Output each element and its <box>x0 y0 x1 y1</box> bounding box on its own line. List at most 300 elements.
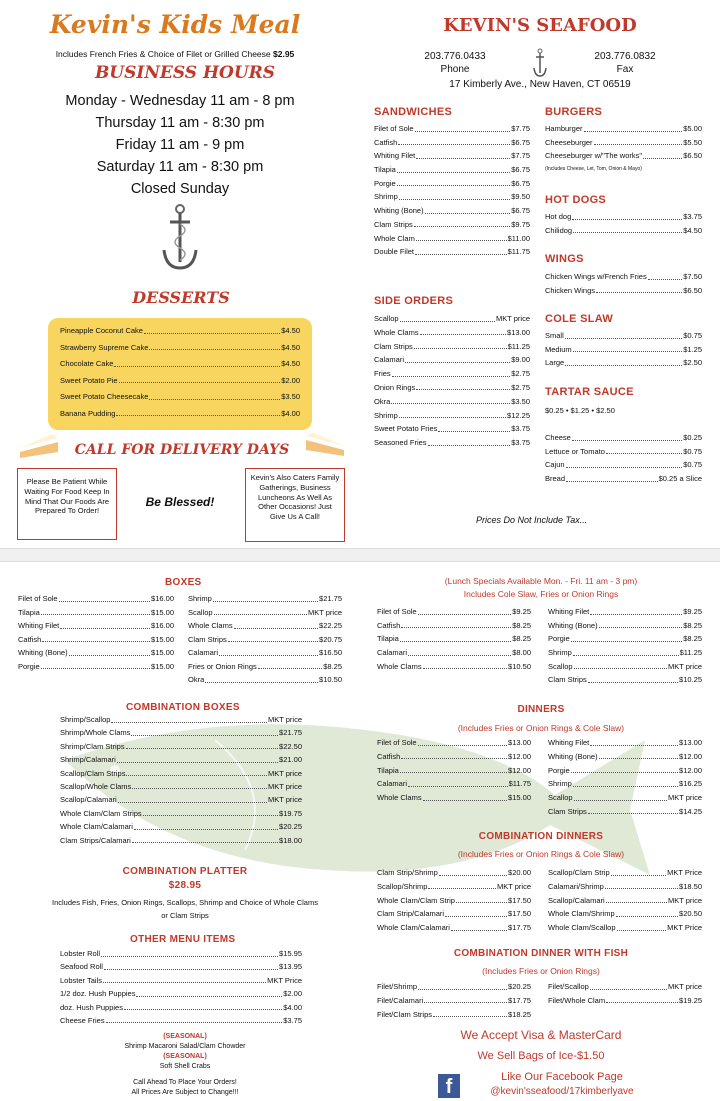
item-name: Shrimp <box>374 192 398 202</box>
item-name: Scallop <box>548 661 573 671</box>
business-hours-list <box>0 90 360 200</box>
menu-item <box>377 794 531 802</box>
dot-leader <box>134 829 278 830</box>
menu-item <box>548 883 702 891</box>
item-name: Whole Clams <box>377 661 422 671</box>
item-price: $13.00 <box>507 327 530 337</box>
dot-leader <box>574 668 667 669</box>
item-name: Scallop <box>188 607 213 617</box>
dot-leader <box>445 916 507 917</box>
menu-item <box>60 783 302 791</box>
item-name: Whiting (Bone) <box>374 206 424 216</box>
tartar-title: TARTAR SAUCE <box>545 386 634 398</box>
dot-leader <box>420 334 506 335</box>
menu-item <box>377 883 531 891</box>
dot-leader <box>643 158 682 159</box>
tartar-prices: $0.25 • $1.25 • $2.50 <box>545 406 615 415</box>
item-price: $18.25 <box>508 1009 531 1019</box>
combo-dinners-right-list <box>548 869 702 932</box>
item-name: Scallop/Clam Strip <box>548 868 610 877</box>
item-price: $15.00 <box>151 648 174 657</box>
hotdogs-title: HOT DOGS <box>545 194 607 206</box>
item-price: $21.75 <box>319 594 342 603</box>
item-price: $22.50 <box>279 741 302 751</box>
item-price: $12.00 <box>679 751 702 761</box>
item-price: $6.75 <box>511 165 530 175</box>
item-price: $9.75 <box>511 219 530 229</box>
dot-leader <box>258 668 322 669</box>
dot-leader <box>572 440 682 441</box>
item-price: $6.50 <box>683 285 702 295</box>
item-price: MKT price <box>495 314 530 323</box>
item-name: Shrimp/Calamari <box>60 755 116 765</box>
item-name: Whiting Filet <box>548 738 590 747</box>
item-price: $15.95 <box>279 949 302 958</box>
call-ahead-text: Call Ahead To Place Your Orders! <box>133 1078 237 1086</box>
item-price: $20.75 <box>319 634 342 644</box>
dot-leader <box>573 655 679 656</box>
dot-leader <box>234 628 318 629</box>
dot-leader <box>571 641 683 642</box>
item-name: Calamari <box>377 648 408 658</box>
dot-leader <box>425 213 511 214</box>
menu-item <box>548 649 702 657</box>
anchor-icon <box>160 202 200 274</box>
item-price: $7.50 <box>683 272 702 281</box>
item-price: $7.75 <box>511 124 530 133</box>
dot-leader <box>418 745 507 746</box>
menu-item <box>60 823 302 831</box>
dot-leader <box>590 614 682 615</box>
menu-item <box>18 663 174 671</box>
tax-note: Prices Do Not Include Tax... <box>476 515 588 525</box>
menu-item <box>374 384 530 392</box>
dot-leader <box>611 875 666 876</box>
dot-leader <box>106 1022 283 1023</box>
menu-item <box>374 193 530 201</box>
dot-leader <box>219 655 318 656</box>
hours-line: Thursday 11 am - 8:30 pm <box>95 115 265 131</box>
dot-leader <box>392 376 511 377</box>
other-items-list <box>60 950 302 1024</box>
item-name: Shrimp <box>548 648 572 658</box>
dot-leader <box>149 399 280 400</box>
dot-leader <box>104 969 278 970</box>
dot-leader <box>573 232 682 233</box>
item-price: $9.00 <box>511 355 530 365</box>
menu-item <box>60 770 302 778</box>
combo-fish-title: COMBINATION DINNER WITH FISH <box>453 948 629 959</box>
item-price: $0.75 <box>683 446 702 456</box>
item-name: Scallop <box>374 314 399 323</box>
dinners-subtitle: (Includes Fries or Onion Rings & Cole Slaw) <box>457 723 625 733</box>
dot-leader <box>400 321 495 322</box>
menu-item <box>374 235 530 243</box>
dot-leader <box>599 627 683 628</box>
menu-item <box>548 676 702 684</box>
item-price: $4.50 <box>281 342 300 352</box>
item-name: Medium <box>545 344 572 354</box>
dot-leader <box>144 333 280 334</box>
item-name: Whole Clam/Clam Strip <box>377 895 455 905</box>
item-price: $6.50 <box>683 151 702 161</box>
item-price: $0.75 <box>683 460 702 470</box>
item-name: Clam Strips/Calamari <box>60 835 131 845</box>
dot-leader <box>399 417 506 418</box>
dot-leader <box>405 362 510 363</box>
item-price: $2.00 <box>283 989 302 999</box>
item-name: Whiting Filet <box>18 621 60 630</box>
burgers-note: (Includes Cheese, Let, Tom, Onion & Mayo) <box>545 166 642 173</box>
boxes-left-list <box>18 595 174 670</box>
item-name: Shrimp/Whole Clams <box>60 728 131 738</box>
dot-leader <box>213 601 318 602</box>
dot-leader <box>416 158 510 159</box>
menu-item <box>374 221 530 229</box>
dot-leader <box>41 668 150 669</box>
address: 17 Kimberly Ave., New Haven, CT 06519 <box>449 79 631 90</box>
menu-item <box>188 676 342 684</box>
dot-leader <box>423 668 507 669</box>
item-price: $20.25 <box>279 822 302 832</box>
item-name: Strawberry Supreme Cake <box>60 342 149 352</box>
item-price: $1.25 <box>683 344 702 354</box>
ice-text: We Sell Bags of Ice-$1.50 <box>477 1050 605 1062</box>
item-name: Filet/Calamari <box>377 995 424 1005</box>
item-name: Large <box>545 358 565 368</box>
item-name: Shrimp <box>188 594 212 603</box>
menu-item <box>374 248 530 256</box>
cake-slice-icon <box>304 428 346 458</box>
menu-item <box>188 595 342 603</box>
item-price: $8.25 <box>683 620 702 630</box>
item-price: $17.50 <box>508 895 531 905</box>
item-name: Lobster Tails <box>60 975 102 985</box>
item-name: Calamari <box>377 779 408 789</box>
item-name: Tilapia <box>377 634 399 644</box>
dot-leader <box>584 131 683 132</box>
item-price: $3.75 <box>511 438 530 448</box>
item-price: $15.00 <box>151 607 174 617</box>
dot-leader <box>428 445 511 446</box>
dot-leader <box>605 888 678 889</box>
item-name: Scallop/Clam Strips <box>60 768 126 778</box>
item-name: Porgie <box>548 765 570 775</box>
dot-leader <box>606 902 667 903</box>
item-name: Sweet Potato Cheesecake <box>60 392 149 401</box>
item-name: Clam Strips <box>374 219 413 229</box>
item-price: $21.00 <box>279 755 302 765</box>
item-name: Clam Strips <box>188 634 227 644</box>
item-name: Clam Strip/Calamari <box>377 909 445 919</box>
seasonal-item: Shrimp Macaroni Salad/Clam Chowder <box>124 1043 246 1051</box>
desserts-panel <box>48 318 312 430</box>
extras-list <box>545 434 702 483</box>
menu-item <box>377 622 531 630</box>
item-price: $12.25 <box>507 410 530 420</box>
seasonal-item: Soft Shell Crabs <box>159 1063 211 1071</box>
menu-item <box>374 412 530 420</box>
item-price: $17.75 <box>508 923 531 933</box>
item-price: $10.50 <box>508 661 531 671</box>
menu-item <box>548 739 702 747</box>
dot-leader <box>131 735 278 736</box>
dot-leader <box>228 641 318 642</box>
dot-leader <box>574 800 667 801</box>
item-price: $17.75 <box>508 995 531 1005</box>
dot-leader <box>205 682 318 683</box>
burgers-title: BURGERS <box>545 106 603 118</box>
item-price: $4.50 <box>281 359 300 368</box>
combo-fish-left-list <box>377 983 531 1018</box>
item-name: Porgie <box>548 634 570 644</box>
combo-boxes-list <box>60 716 302 844</box>
item-price: $8.25 <box>683 634 702 644</box>
item-price: $16.50 <box>319 648 342 657</box>
item-price: $15.00 <box>151 661 174 671</box>
item-name: Small <box>545 331 564 340</box>
item-price: $11.00 <box>507 233 530 243</box>
boxes-right-list <box>188 595 342 684</box>
dot-leader <box>136 996 282 997</box>
item-name: doz. Hush Puppies <box>60 1002 123 1012</box>
kids-meal-desc: Includes French Fries & Choice of Filet or Grilled Cheese <box>55 49 271 59</box>
item-price: $4.50 <box>683 225 702 235</box>
item-name: Chicken Wings w/French Fries <box>545 272 647 281</box>
menu-item <box>545 448 702 456</box>
dot-leader <box>428 888 496 889</box>
item-name: Porgie <box>374 178 396 188</box>
item-name: Banana Pudding <box>60 408 116 418</box>
dot-leader <box>415 131 511 132</box>
menu-item <box>60 990 302 998</box>
menu-item <box>545 434 702 442</box>
item-price: $3.75 <box>283 1015 302 1025</box>
menu-item <box>545 227 702 235</box>
item-price: $18.00 <box>279 835 302 845</box>
dot-leader <box>132 842 278 843</box>
item-name: Seafood Roll <box>60 962 103 972</box>
dot-leader <box>400 772 507 773</box>
item-name: Scallop/Shrimp <box>377 881 428 891</box>
item-price: $8.00 <box>512 648 531 658</box>
menu-item <box>548 983 702 991</box>
dot-leader <box>214 614 307 615</box>
item-price: $5.00 <box>683 124 702 133</box>
combo-dinners-subtitle: (Includes Fries or Onion Rings & Cole Slaw) <box>457 849 625 859</box>
item-name: Whiting Filet <box>374 151 416 161</box>
item-price: $8.25 <box>323 661 342 671</box>
lunch-right-list <box>548 608 702 684</box>
menu-item <box>374 180 530 188</box>
item-price: $0.25 a Slice <box>658 474 702 484</box>
dinners-left-list <box>377 739 531 802</box>
menu-item <box>60 810 302 818</box>
menu-item <box>548 997 702 1005</box>
item-name: Pineapple Coconut Cake <box>60 326 143 335</box>
dot-leader <box>648 279 683 280</box>
facebook-like-text: Like Our Facebook Page <box>501 1071 623 1083</box>
item-price: MKT price <box>667 661 702 671</box>
dot-leader <box>397 172 510 173</box>
dot-leader <box>415 254 507 255</box>
menu-item <box>374 125 530 133</box>
dot-leader <box>599 758 678 759</box>
menu-item <box>60 756 302 764</box>
item-name: Sweet Potato Fries <box>374 424 438 434</box>
item-name: 1/2 doz. Hush Puppies <box>60 989 136 999</box>
menu-item <box>60 729 302 737</box>
item-price: $6.75 <box>511 206 530 216</box>
dot-leader <box>418 989 507 990</box>
cake-slice-icon <box>18 430 60 460</box>
dot-leader <box>565 338 682 339</box>
menu-item <box>377 649 531 657</box>
menu-item <box>60 1017 302 1025</box>
menu-item <box>188 663 342 671</box>
menu-item <box>60 796 302 804</box>
fax-label: Fax <box>616 64 634 75</box>
dot-leader <box>126 775 267 776</box>
hours-line: Monday - Wednesday 11 am - 8 pm <box>65 93 295 109</box>
seasonal-label: (SEASONAL) <box>163 1053 207 1061</box>
dot-leader <box>438 431 510 432</box>
menu-item <box>377 635 531 643</box>
menu-item <box>548 910 702 918</box>
be-blessed-text: Be Blessed! <box>145 495 215 509</box>
menu-item <box>548 608 702 616</box>
dessert-item <box>60 360 300 368</box>
prices-subject-text: All Prices Are Subject to Change!!! <box>131 1088 239 1096</box>
dot-leader <box>416 240 507 241</box>
coleslaw-title: COLE SLAW <box>545 313 614 325</box>
item-price: $11.75 <box>507 247 530 257</box>
item-price: MKT price <box>667 982 702 991</box>
sandwiches-title: SANDWICHES <box>374 106 453 118</box>
item-name: Tilapia <box>377 765 399 775</box>
menu-item <box>374 425 530 433</box>
item-name: Cheese <box>545 433 571 442</box>
item-name: Chicken Wings <box>545 285 596 295</box>
dot-leader <box>400 641 511 642</box>
item-name: Hamburger <box>545 124 583 133</box>
dot-leader <box>565 365 682 366</box>
item-price: $10.25 <box>679 675 702 685</box>
item-name: Okra <box>374 396 391 406</box>
menu-item <box>545 125 702 133</box>
item-name: Scallop/Whole Clams <box>60 781 132 791</box>
item-name: Lettuce or Tomato <box>545 446 605 456</box>
dot-leader <box>571 772 678 773</box>
item-name: Scallop/Calamari <box>548 895 605 905</box>
menu-item <box>60 716 302 724</box>
menu-item <box>545 359 702 367</box>
dot-leader <box>439 875 507 876</box>
item-price: $4.50 <box>281 326 300 335</box>
patient-note-box: Please Be Patient While Waiting For Food Keep In Mind That Our Foods Are Prepared To Order! <box>17 468 117 540</box>
item-price: $15.00 <box>508 793 531 803</box>
menu-item <box>545 346 702 354</box>
lunch-title: (Lunch Specials Available Mon. - Fri. 11 am - 3 pm) <box>444 576 638 586</box>
menu-item <box>377 739 531 747</box>
hotdogs-list <box>545 213 702 234</box>
item-name: Whole Clam/Calamari <box>60 822 133 832</box>
item-name: Filet/Whole Clam <box>548 995 606 1005</box>
dot-leader <box>423 800 507 801</box>
dot-leader <box>118 802 267 803</box>
item-price: $17.50 <box>508 909 531 919</box>
item-name: Whole Clam/Calamari <box>377 923 450 933</box>
menu-item <box>548 808 702 816</box>
dot-leader <box>572 219 682 220</box>
item-name: Calamari/Shrimp <box>548 881 604 891</box>
hours-line: Friday 11 am - 9 pm <box>115 137 245 153</box>
kids-meal-subtitle <box>0 49 350 59</box>
lunch-subtitle: Includes Cole Slaw, Fries or Onion Rings <box>463 589 619 599</box>
menu-item <box>548 869 702 877</box>
item-name: Scallop/Calamari <box>60 795 117 805</box>
kids-meal-title: Kevin's Kids Meal <box>49 10 301 39</box>
item-price: $12.00 <box>679 765 702 775</box>
item-price: $15.00 <box>151 634 174 644</box>
item-price: $0.75 <box>683 331 702 340</box>
menu-item <box>18 636 174 644</box>
dot-leader <box>126 748 278 749</box>
item-name: Whiting (Bone) <box>18 648 68 657</box>
item-price: MKT price <box>267 715 302 724</box>
menu-item <box>548 924 702 932</box>
dot-leader <box>433 1016 507 1017</box>
item-name: Whole Clam <box>374 233 415 243</box>
item-price: $20.25 <box>508 982 531 991</box>
menu-item <box>545 287 702 295</box>
item-name: Chilidog <box>545 225 573 235</box>
menu-item <box>548 635 702 643</box>
item-name: Calamari <box>188 648 219 657</box>
item-name: Okra <box>188 675 205 684</box>
menu-item <box>188 649 342 657</box>
restaurant-name: KEVIN'S SEAFOOD <box>443 15 637 36</box>
item-name: Filet of Sole <box>377 607 417 616</box>
item-name: Filet/Shrimp <box>377 982 418 991</box>
item-price: MKT price <box>496 881 531 891</box>
hours-line: Closed Sunday <box>130 181 230 197</box>
item-price: $19.25 <box>679 995 702 1005</box>
item-name: Chocolate Cake <box>60 359 114 368</box>
dot-leader <box>566 481 658 482</box>
platter-price: $28.95 <box>168 880 202 891</box>
dot-leader <box>41 614 150 615</box>
dot-leader <box>456 902 507 903</box>
dot-leader <box>399 199 510 200</box>
menu-item <box>545 139 702 147</box>
item-price: $19.75 <box>279 808 302 818</box>
item-name: Filet/Scallop <box>548 982 589 991</box>
item-price: $18.50 <box>679 881 702 891</box>
dot-leader <box>391 403 510 404</box>
menu-item <box>60 950 302 958</box>
menu-item <box>548 897 702 905</box>
item-price: $13.00 <box>508 738 531 747</box>
item-price: $9.25 <box>512 607 531 616</box>
dot-leader <box>588 813 678 814</box>
item-price: MKT Price <box>667 868 702 877</box>
menu-item <box>377 608 531 616</box>
lunch-left-list <box>377 608 531 670</box>
menu-item <box>545 152 702 160</box>
menu-item <box>374 370 530 378</box>
menu-item <box>377 663 531 671</box>
